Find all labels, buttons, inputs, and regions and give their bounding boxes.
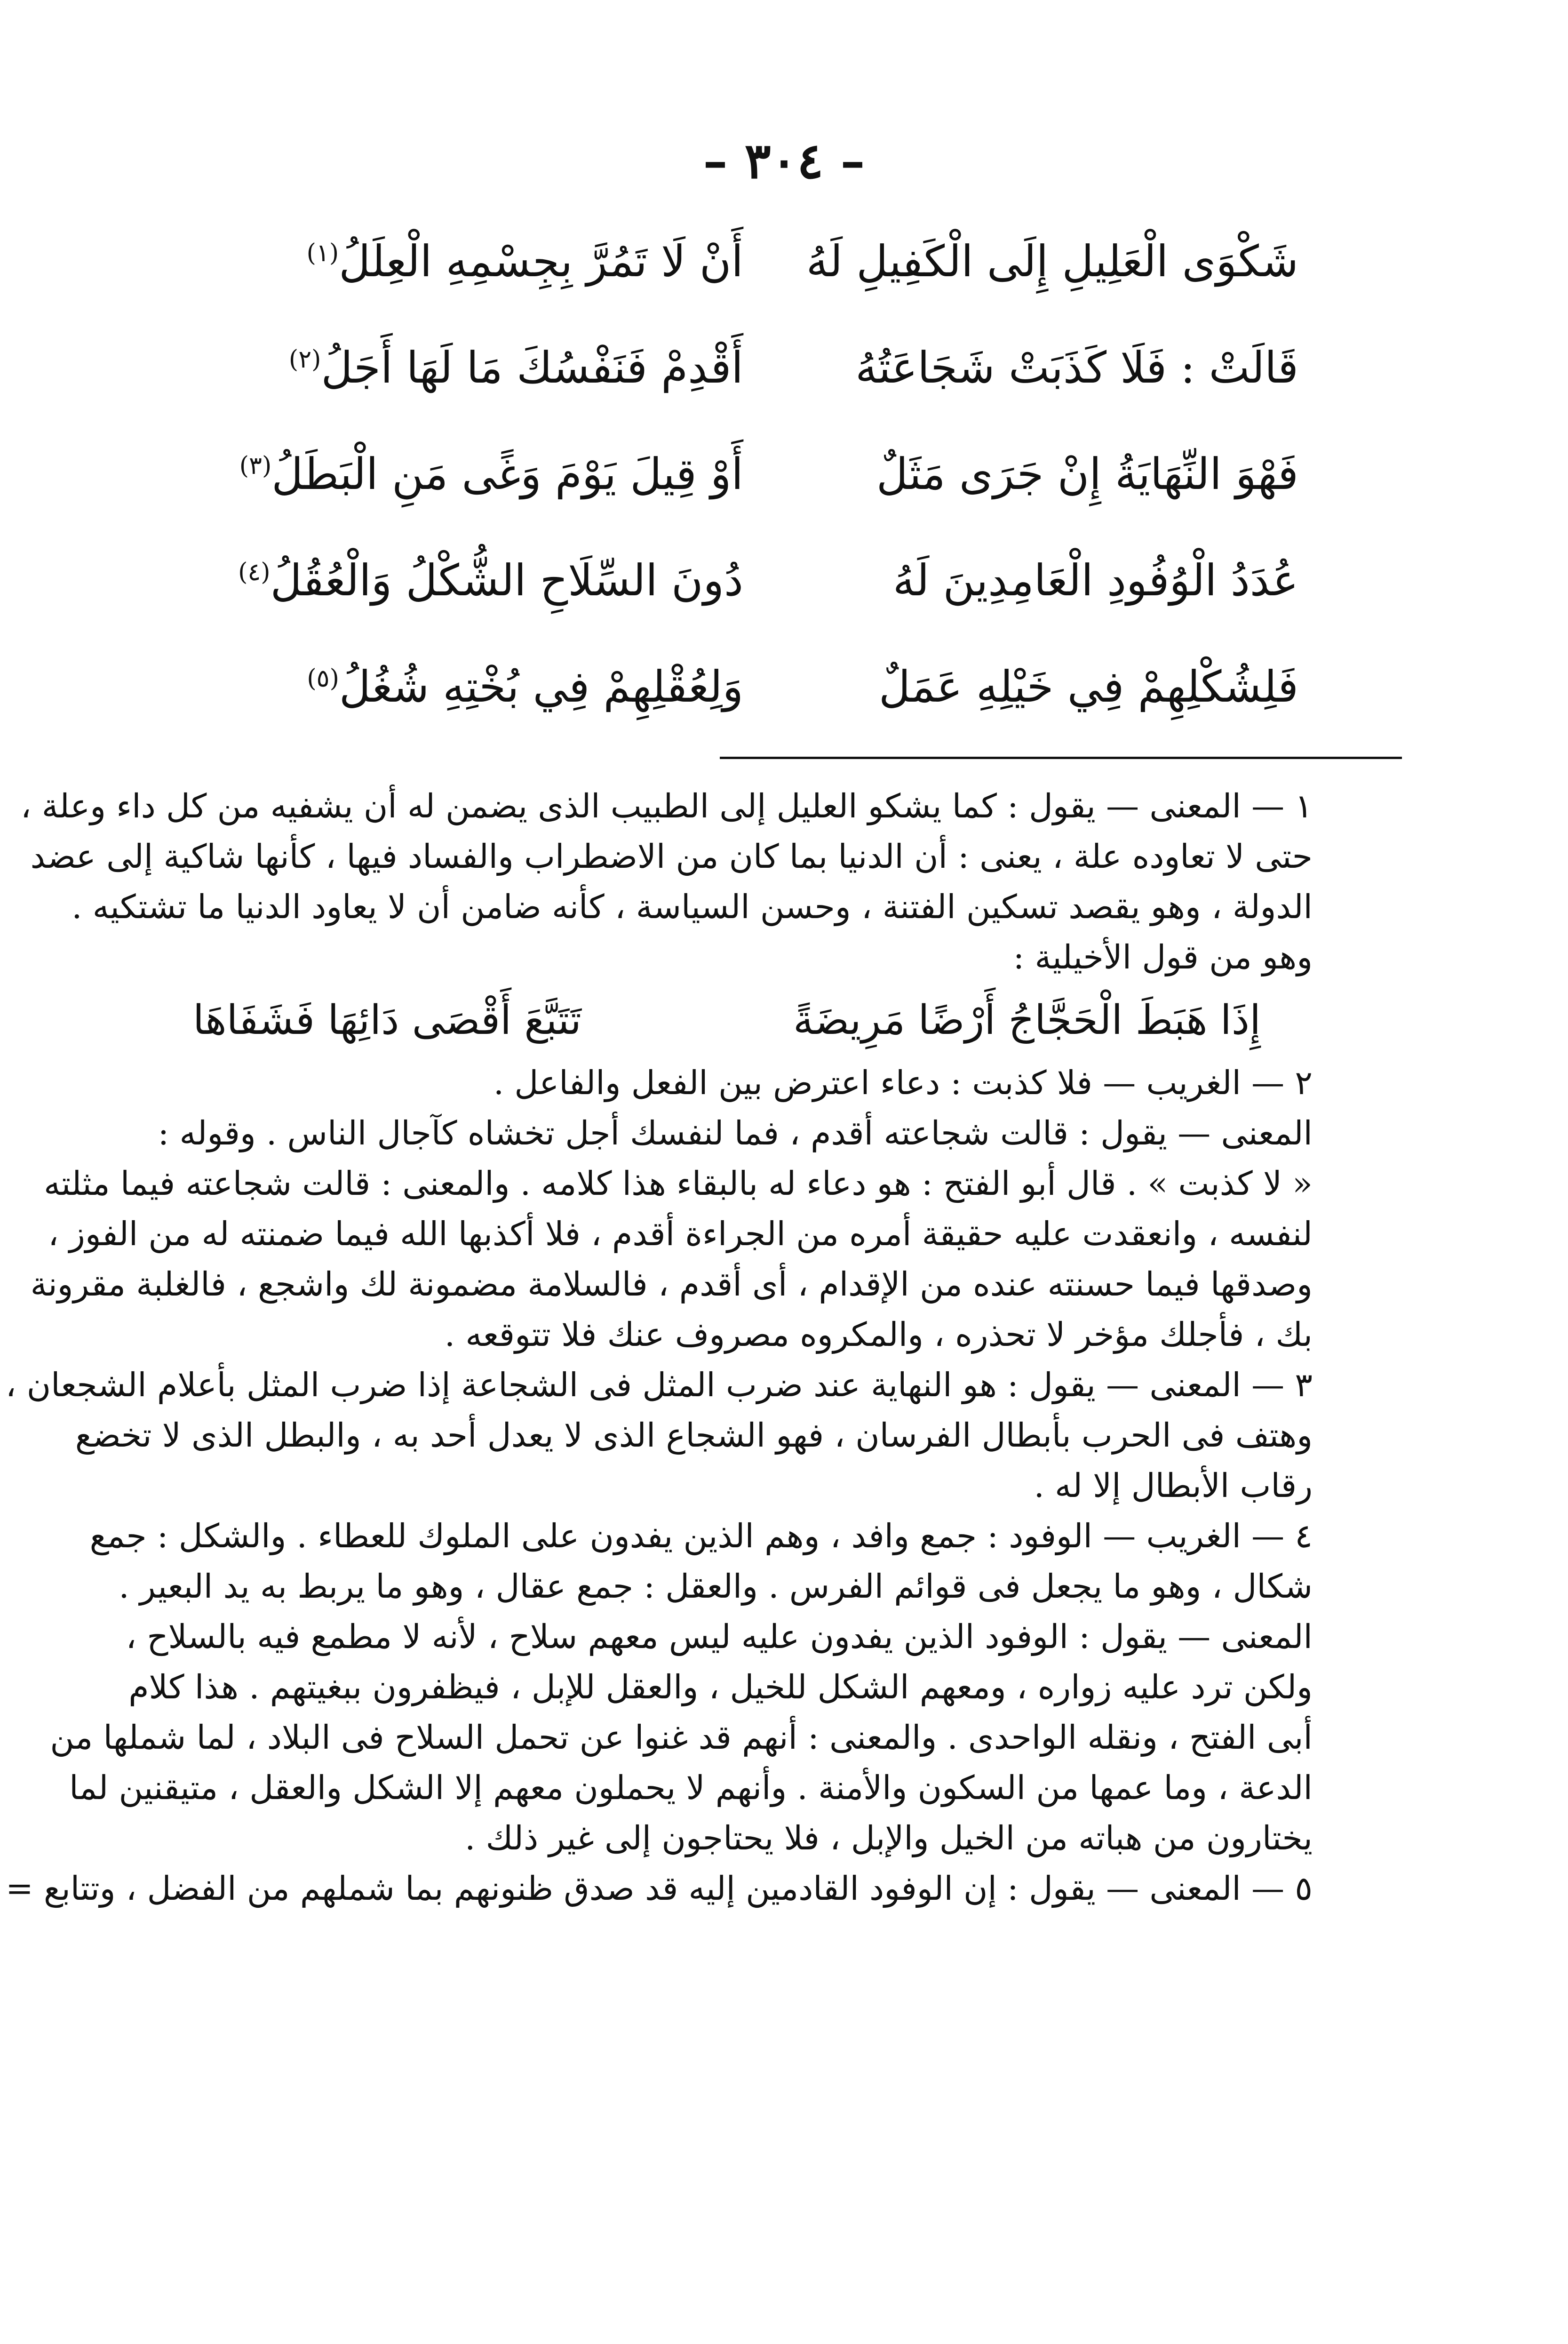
- footnote-ref-3: (٣): [239, 452, 272, 480]
- footnote-ref-5: (٥): [307, 664, 339, 693]
- note-line: المعنى — يقول : الوفود الذين يفدون عليه ليس معهم سلاح ، لأنه لا مطمع فيه بالسلاح ،: [126, 1617, 1313, 1656]
- verse-1-second-text: أَنْ لَا تَمُرَّ بِجِسْمِهِ الْعِلَلُ: [339, 236, 743, 287]
- note-line: وهتف فى الحرب بأبطال الفرسان ، فهو الشجاع الذى لا يعدل أحد به ، والبطل الذى لا تخضع: [75, 1416, 1313, 1455]
- note-line: ٤ — الغريب — الوفود : جمع وافد ، وهم الذين يفدون على الملوك للعطاء . والشكل : جمع: [89, 1517, 1313, 1555]
- note-line: رقاب الأبطال إلا له .: [1034, 1466, 1313, 1505]
- footnote-ref-1: (١): [306, 239, 339, 268]
- note-line: الدولة ، وهو يقصد تسكين الفتنة ، وحسن السياسة ، كأنه ضامن أن لا يعاود الدنيا ما تشتكيه .: [72, 888, 1313, 926]
- verse-5-second-hemistich: [198, 662, 743, 712]
- note-line: حتى لا تعاوده علة ، يعنى : أن الدنيا بما كان من الاضطراب والفساد فيها ، كأنها شاكية إلى عضد: [30, 837, 1313, 876]
- verse-3-second-text: أَوْ قِيلَ يَوْمَ وَغًى مَنِ الْبَطَلُ: [271, 449, 743, 499]
- note-line: ٢ — الغريب — فلا كذبت : دعاء اعترض بين الفعل والفاعل .: [493, 1064, 1313, 1102]
- verse-4-second-text: دُونَ السِّلَاحِ الشُّكْلُ وَالْعُقُلُ: [270, 555, 743, 606]
- verse-3-first-hemistich: فَهْوَ النِّهَايَةُ إِنْ جَرَى مَثَلٌ: [876, 449, 1298, 499]
- note-line: ٣ — المعنى — يقول : هو النهاية عند ضرب المثل فى الشجاعة إذا ضرب المثل بأعلام الشجعان ،: [5, 1366, 1313, 1404]
- note-line: شكال ، وهو ما يجعل فى قوائم الفرس . والعقل : جمع عقال ، وهو ما يربط به يد البعير .: [119, 1567, 1313, 1606]
- quoted-verse-second-hemistich: تَتَبَّعَ أَقْصَى دَائِهَا فَشَفَاهَا: [193, 997, 581, 1044]
- footnote-divider: [720, 757, 1402, 759]
- page-number: – ٣٠٤ –: [703, 132, 865, 190]
- verse-1-second-hemistich: [198, 236, 743, 287]
- quoted-verse-first-hemistich: إِذَا هَبَطَ الْحَجَّاجُ أَرْضًا مَرِيضَةً: [793, 997, 1261, 1044]
- footnotes: [5, 781, 1313, 1914]
- verse-5-first-hemistich: فَلِشُكْلِهِمْ فِي خَيْلِهِ عَمَلٌ: [879, 662, 1298, 712]
- note-line: ٥ — المعنى — يقول : إن الوفود القادمين إليه قد صدق ظنونهم بما شملهم من الفضل ، وتتابع =: [6, 1869, 1313, 1908]
- verse-1-first-hemistich: شَكْوَى الْعَلِيلِ إِلَى الْكَفِيلِ لَهُ: [806, 236, 1298, 287]
- note-line: وصدقها فيما حسنته عنده من الإقدام ، أى أقدم ، فالسلامة مضمونة لك واشجع ، فالغلبة مقرونة: [30, 1265, 1313, 1304]
- verse-3-second-hemistich: [198, 449, 743, 499]
- verse-2: [198, 328, 1298, 434]
- note-line: الدعة ، وما عمها من السكون والأمنة . وأنهم لا يحملون معهم إلا الشكل والعقل ، متيقنين لما: [69, 1768, 1313, 1807]
- verse-2-second-hemistich: [198, 343, 743, 393]
- note-line: ولكن ترد عليه زواره ، ومعهم الشكل للخيل ، والعقل للإبل ، فيظفرون ببغيتهم . هذا كلام: [128, 1668, 1313, 1706]
- note-line: المعنى — يقول : قالت شجاعته أقدم ، فما لنفسك أجل تخشاه كآجال الناس . وقوله :: [158, 1114, 1313, 1152]
- verse-5: [198, 647, 1298, 753]
- verse-4: [198, 540, 1298, 647]
- note-line: ١ — المعنى — يقول : كما يشكو العليل إلى الطبيب الذى يضمن له أن يشفيه من كل داء وعلة ،: [20, 787, 1313, 825]
- note-line: بك ، فأجلك مؤخر لا تحذره ، والمكروه مصروف عنك فلا تتوقعه .: [444, 1315, 1313, 1354]
- footnote-ref-2: (٢): [288, 345, 321, 374]
- note-line: « لا كذبت » . قال أبو الفتح : هو دعاء له بالبقاء هذا كلامه . والمعنى : قالت شجاعته فيما مثلته: [44, 1164, 1313, 1203]
- note-line: لنفسه ، وانعقدت عليه حقيقة أمره من الجراءة أقدم ، فلا أكذبها الله فيما ضمنته له من الفوز ،: [48, 1215, 1313, 1253]
- verse-2-first-hemistich: قَالَتْ : فَلَا كَذَبَتْ شَجَاعَتُهُ: [855, 343, 1298, 393]
- footnote-ref-4: (٤): [238, 558, 271, 587]
- verse-3: [198, 434, 1298, 540]
- poem-verses: [198, 221, 1298, 753]
- note-line: أبى الفتح ، ونقله الواحدى . والمعنى : أنهم قد غنوا عن تحمل السلاح فى البلاد ، لما شملها من: [50, 1718, 1313, 1757]
- verse-1: [198, 221, 1298, 328]
- verse-5-second-text: وَلِعُقْلِهِمْ فِي بُخْتِهِ شُغُلُ: [339, 662, 743, 712]
- verse-4-first-hemistich: عُدَدُ الْوُفُودِ الْعَامِدِينَ لَهُ: [892, 555, 1298, 606]
- note-line: وهو من قول الأخيلية :: [1013, 938, 1313, 976]
- note-line: يختارون من هباته من الخيل والإبل ، فلا يحتاجون إلى غير ذلك .: [465, 1819, 1313, 1857]
- verse-4-second-hemistich: [198, 555, 743, 606]
- verse-2-second-text: أَقْدِمْ فَنَفْسُكَ مَا لَهَا أَجَلُ: [321, 343, 743, 393]
- quoted-verse: [193, 983, 1313, 1058]
